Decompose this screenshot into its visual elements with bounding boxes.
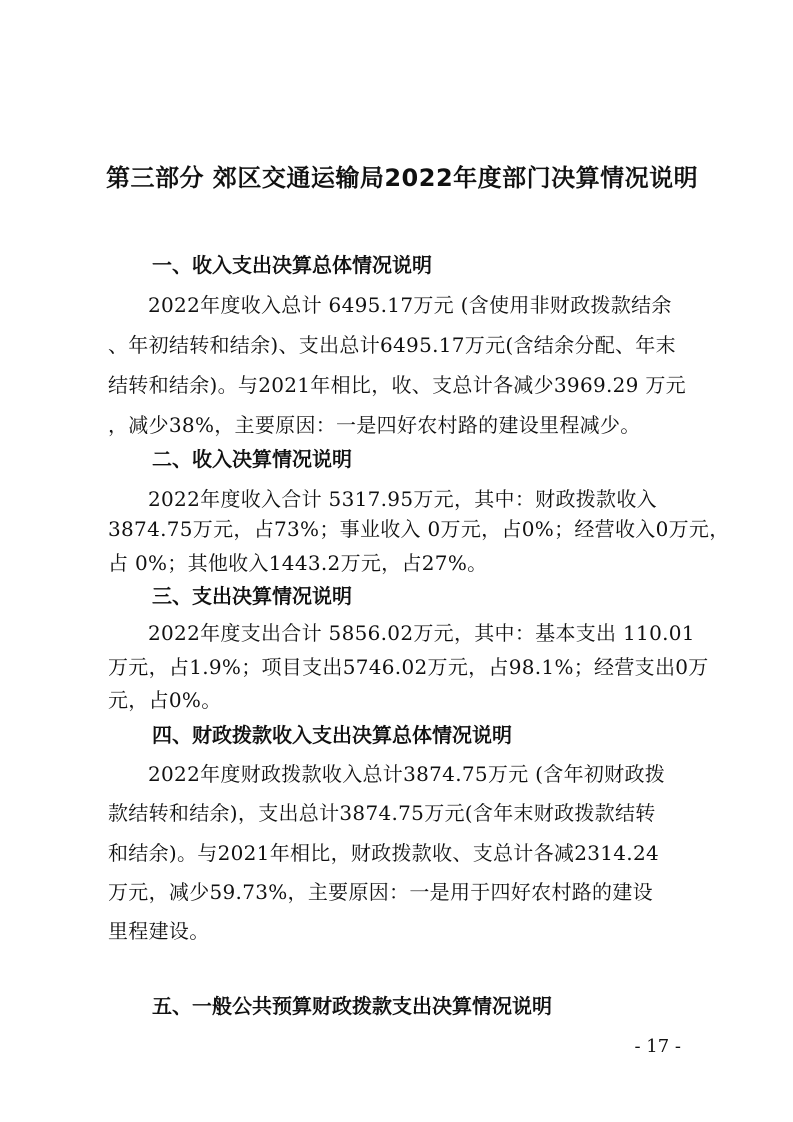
paragraph-line: 结转和结余)。与2021年相比，收、支总计各减少3969.29 万元 [108,373,686,397]
part-title: 第三部分 郊区交通运输局2022年度部门决算情况说明 [106,164,699,192]
section-heading-5: 五、一般公共预算财政拨款支出决算情况说明 [152,994,552,1018]
paragraph-line: 万元，占1.9%；项目支出5746.02万元，占98.1%；经营支出0万 [108,655,709,679]
section-heading-3: 三、支出决算情况说明 [152,584,352,608]
page-number: - 17 - [634,1036,681,1057]
section-heading-4: 四、财政拨款收入支出决算总体情况说明 [152,723,512,747]
paragraph-line: 元，占0%。 [108,688,222,712]
paragraph-line: 2022年度财政拨款收入总计3874.75万元 (含年初财政拨 [148,762,666,786]
paragraph-line: 2022年度收入总计 6495.17万元 (含使用非财政拨款结余 [148,293,672,317]
paragraph-line: 万元，减少59.73%，主要原因：一是用于四好农村路的建设 [108,880,653,904]
section-heading-2: 二、收入决算情况说明 [152,447,352,471]
paragraph-line: 和结余)。与2021年相比，财政拨款收、支总计各减2314.24 [108,841,660,865]
paragraph-line: 2022年度收入合计 5317.95万元，其中：财政拨款收入 [148,487,657,511]
paragraph-line: 里程建设。 [108,919,210,943]
paragraph-line: 2022年度支出合计 5856.02万元，其中：基本支出 110.01 [148,621,695,645]
paragraph-line: 3874.75万元，占73%；事业收入 0万元，占0%；经营收入0万元， [108,517,730,541]
section-heading-1: 一、收入支出决算总体情况说明 [152,253,432,277]
paragraph-line: 、年初结转和结余)、支出总计6495.17万元(含结余分配、年末 [108,333,676,357]
paragraph-line: ，减少38%，主要原因：一是四好农村路的建设里程减少。 [108,413,641,437]
paragraph-line: 占 0%；其他收入1443.2万元，占27%。 [108,551,488,575]
paragraph-line: 款结转和结余)，支出总计3874.75万元(含年末财政拨款结转 [108,801,656,825]
